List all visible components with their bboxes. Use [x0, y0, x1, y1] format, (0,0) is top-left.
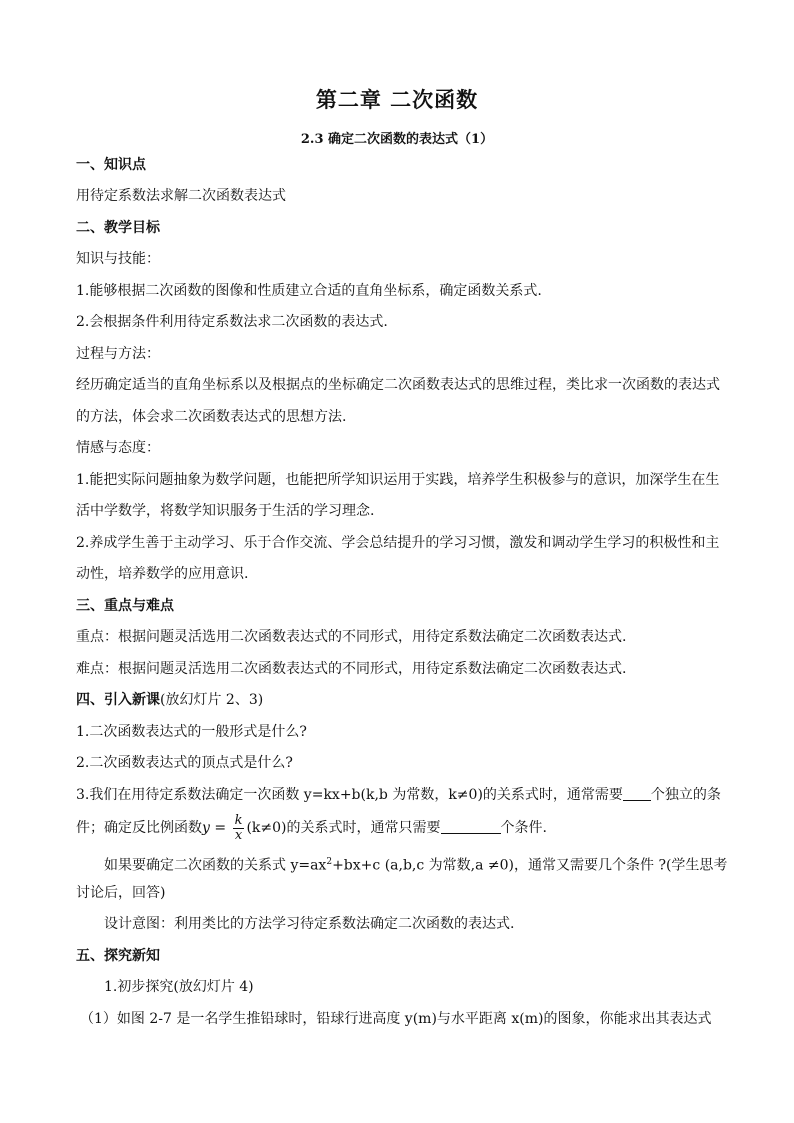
fill-blank-2 [441, 819, 501, 834]
var-y: y [202, 820, 210, 836]
fraction-k-over-x [233, 814, 245, 843]
intro-question-3-line-2 [76, 812, 724, 844]
q3-text-after-blank: 个独立的条 [650, 787, 721, 803]
q4-text-after: +bx+c (a,b,c 为常数,a ≠0)，通常又需要几个条件 ?(学生思考 [332, 857, 728, 874]
q3b-text-middle: (k≠0)的关系式时，通常只需要 [246, 820, 441, 836]
intro-question-3-line-1 [76, 785, 724, 805]
section-subtitle: 2.3 确定二次函数的表达式（1） [300, 132, 494, 147]
q4-text-before: 如果要确定二次函数的关系式 y=ax [104, 857, 327, 874]
intro-question-1: 1.二次函数表达式的一般形式是什么? [76, 724, 307, 740]
q3b-text-after: 个条件. [500, 820, 547, 836]
intro-question-2: 2.二次函数表达式的顶点式是什么? [76, 755, 293, 771]
q3b-text-before: 件；确定反比例函数 [76, 820, 202, 836]
emotion-1-line-1: 1.能把实际问题抽象为数学问题，也能把所学知识运用于实践，培养学生积极参与的意识，加深学生在生 [76, 472, 720, 488]
equals-sign: = [209, 820, 231, 836]
difficult-point-text: 难点：根据问题灵活选用二次函数表达式的不同形式，用待定系数法确定二次函数表达式. [76, 661, 627, 677]
heading-intro-note: (放幻灯片 2、3) [160, 692, 264, 708]
label-process-method: 过程与方法： [76, 346, 160, 362]
intro-question-4-line-1 [104, 852, 728, 876]
emotion-1-line-2: 活中学数学，将数学知识服务于生活的学习理念. [76, 503, 375, 519]
label-knowledge-skills: 知识与技能： [76, 251, 160, 267]
explore-sub-1: 1.初步探究(放幻灯片 4) [104, 979, 254, 995]
fraction-denominator: x [234, 827, 243, 843]
emotion-2-line-1: 2.养成学生善于主动学习、乐于合作交流、学会总结提升的学习习惯，激发和调动学生学习的积极性和主 [76, 535, 720, 551]
knowledge-point-text: 用待定系数法求解二次函数表达式 [76, 188, 286, 204]
heading-teaching-goals: 二、教学目标 [76, 220, 160, 236]
goal-knowledge-1: 1.能够根据二次函数的图像和性质建立合适的直角坐标系，确定函数关系式. [76, 283, 542, 299]
label-emotion-attitude: 情感与态度： [76, 440, 160, 456]
emotion-2-line-2: 动性，培养数学的应用意识. [76, 566, 249, 582]
heading-explore: 五、探究新知 [76, 948, 160, 964]
fraction-numerator: k [234, 812, 243, 828]
heading-knowledge-point: 一、知识点 [76, 157, 146, 173]
explore-problem-1: （1）如图 2-7 是一名学生推铅球时，铅球行进高度 y(m)与水平距离 x(m)的图象，你能求出其表达式 [80, 1011, 712, 1027]
key-point-text: 重点：根据问题灵活选用二次函数表达式的不同形式，用待定系数法确定二次函数表达式. [76, 629, 627, 645]
process-line-1: 经历确定适当的直角坐标系以及根据点的坐标确定二次函数表达式的思维过程，类比求一次函数的表达式 [76, 377, 720, 393]
heading-intro [76, 690, 724, 710]
intro-question-4-line-2: 讨论后，回答) [76, 885, 166, 901]
goal-knowledge-2: 2.会根据条件利用待定系数法求二次函数的表达式. [76, 314, 388, 330]
design-intent: 设计意图：利用类比的方法学习待定系数法确定二次函数的表达式. [104, 916, 515, 932]
process-line-2: 的方法，体会求二次函数表达式的思想方法. [76, 409, 347, 425]
chapter-title: 第二章 二次函数 [315, 87, 479, 112]
heading-key-difficult: 三、重点与难点 [76, 598, 174, 614]
heading-intro-label: 四、引入新课 [76, 692, 160, 708]
q4-superscript: 2 [326, 857, 333, 867]
q3-text-before-blank: 3.我们在用待定系数法确定一次函数 y=kx+b(k,b 为常数，k≠0)的关系式时，通常需要 [76, 787, 623, 803]
fill-blank-1 [623, 786, 651, 801]
